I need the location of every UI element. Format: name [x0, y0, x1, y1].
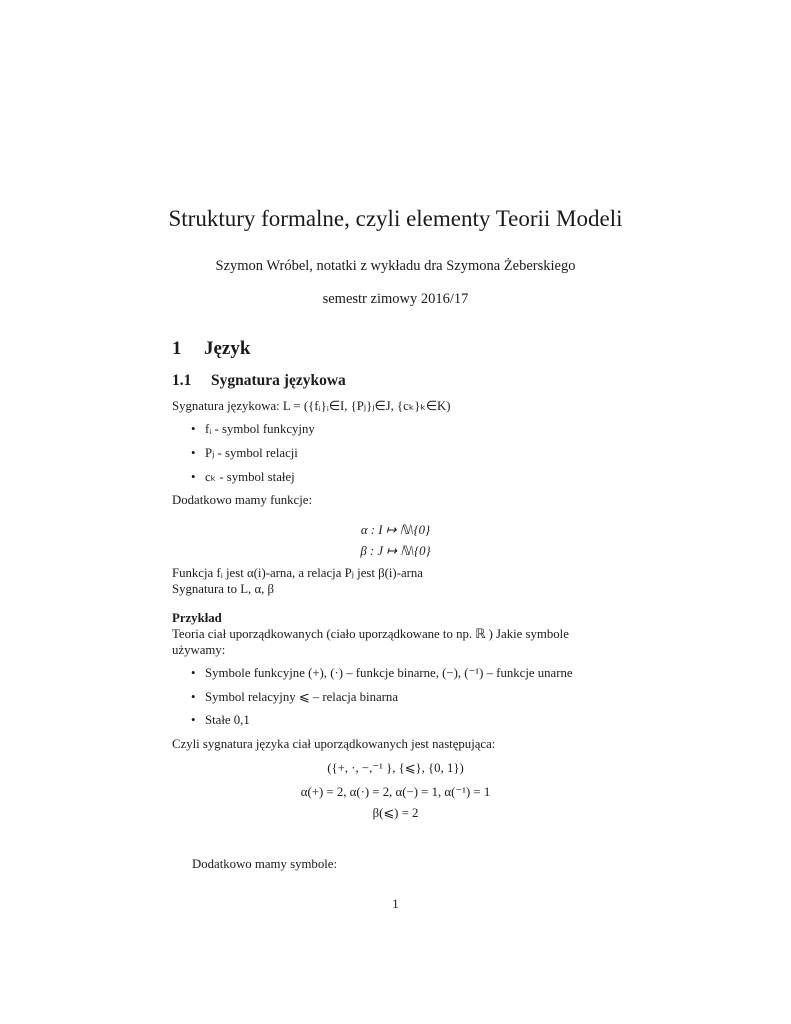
- signature-definition: Sygnatura językowa: L = ({fᵢ}ᵢ∈I, {Pⱼ}ⱼ∈J, {cₖ}ₖ∈K): [172, 399, 451, 413]
- equation-arities-alpha: α(+) = 2, α(·) = 2, α(−) = 1, α(⁻¹) = 1: [300, 785, 491, 799]
- paragraph: Czyli sygnatura języka ciał uporządkowanych jest następująca:: [172, 737, 496, 751]
- equation-alpha: α : I ↦ ℕ\{0}: [360, 523, 431, 537]
- subsection-heading: [172, 372, 346, 390]
- paragraph: Dodatkowo mamy funkcje:: [172, 493, 313, 507]
- equation-beta: β : J ↦ ℕ\{0}: [360, 544, 431, 558]
- bullet-item: • cₖ - symbol stałej: [205, 470, 295, 485]
- paragraph: używamy:: [172, 643, 226, 657]
- bullet-item: • Symbole funkcyjne (+), (·) – funkcje binarne, (−), (⁻¹) – funkcje unarne: [205, 666, 573, 681]
- bullet-item: • fᵢ - symbol funkcyjny: [205, 422, 315, 437]
- paragraph: Teoria ciał uporządkowanych (ciało uporządkowane to np. ℝ ) Jakie symbole: [172, 627, 569, 641]
- bullet-item: • Pⱼ - symbol relacji: [205, 446, 298, 461]
- section-title: Język: [204, 338, 251, 359]
- document-author: Szymon Wróbel, notatki z wykładu dra Szymona Żeberskiego: [215, 258, 576, 274]
- equation-signature: ({+, ·, −,⁻¹ }, {⩽}, {0, 1}): [327, 761, 464, 775]
- document-semester: semestr zimowy 2016/17: [322, 291, 469, 307]
- section-heading: [172, 338, 250, 360]
- paragraph: Dodatkowo mamy symbole:: [192, 857, 338, 871]
- bullet-item: • Symbol relacyjny ⩽ – relacja binarna: [205, 690, 398, 705]
- paragraph: Funkcja fᵢ jest α(i)-arna, a relacja Pⱼ jest β(i)-arna: [172, 566, 423, 580]
- page-number: 1: [392, 897, 399, 911]
- document-title: Struktury formalne, czyli elementy Teorii Modeli: [168, 206, 623, 231]
- example-heading: Przykład: [172, 611, 222, 625]
- equation-arities-beta: β(⩽) = 2: [372, 806, 419, 820]
- subsection-number: 1.1: [172, 372, 192, 389]
- section-number: 1: [172, 338, 182, 359]
- bullet-item: • Stałe 0,1: [205, 713, 250, 728]
- subsection-title: Sygnatura językowa: [211, 372, 346, 389]
- paragraph: Sygnatura to L, α, β: [172, 582, 275, 596]
